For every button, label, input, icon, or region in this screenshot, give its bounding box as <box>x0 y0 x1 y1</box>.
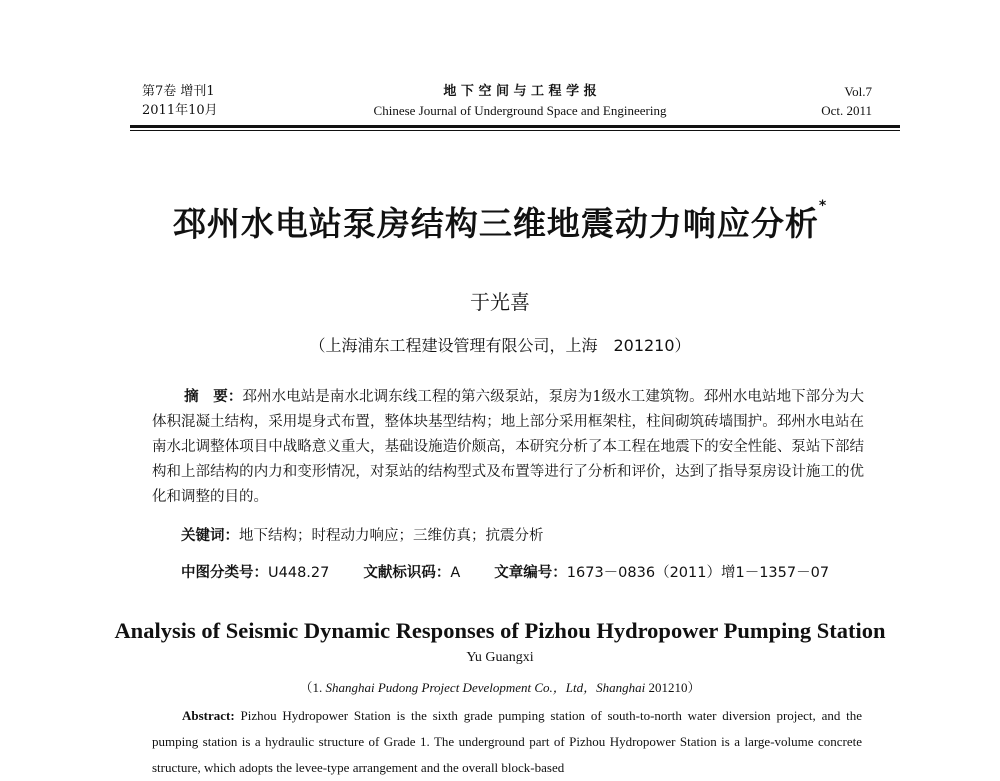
keywords-zh <box>181 524 544 545</box>
journal-name-zh: 地 下 空 间 与 工 程 学 报 <box>443 84 597 99</box>
clc-value: U448.27 <box>268 565 330 581</box>
journal-volume-info <box>142 82 218 120</box>
journal-name <box>300 82 740 120</box>
abstract-en-text: Pizhou Hydropower Station is the sixth grade pumping station of south-to-north water diversion project, and the pumping station is a hydraulic structure of Grade 1. The underground part of Pizhou Hydropower Station is a large-volume concrete structure, which adopts the levee-type arrangement and the overall block-based <box>152 708 863 775</box>
classification-line <box>181 561 829 582</box>
abstract-en <box>152 703 862 781</box>
publication-date-zh: 2011年10月 <box>142 103 218 118</box>
clc-label: 中图分类号： <box>181 565 268 581</box>
publication-date-en: Oct. 2011 <box>821 103 872 118</box>
author-en: Yu Guangxi <box>466 650 534 665</box>
abstract-zh <box>152 385 864 510</box>
paper-title-en: Analysis of Seismic Dynamic Responses of Pizhou Hydropower Pumping Station <box>114 618 886 643</box>
title-footnote-mark: * <box>818 198 828 214</box>
doc-code-label: 文献标识码： <box>363 565 451 581</box>
paper-title-zh <box>0 198 1000 245</box>
article-no-value: 1673－0836（2011）增1－1357－07 <box>566 565 830 581</box>
abstract-zh-label: 摘 要： <box>184 389 243 405</box>
affiliation-en-text: Shanghai Pudong Project Development Co.，Ltd，Shanghai <box>325 680 646 695</box>
volume-issue: 第7卷 增刊1 <box>142 84 215 99</box>
paper-title-zh-text: 邳州水电站泵房结构三维地震动力响应分析 <box>172 204 819 243</box>
doc-code-value: A <box>450 565 461 581</box>
abstract-en-label: Abstract: <box>182 708 235 723</box>
journal-volume-info-en <box>821 82 872 120</box>
affiliation-zh: （上海浦东工程建设管理有限公司，上海 201210） <box>309 336 691 355</box>
affiliation-en-code: 201210） <box>645 680 701 695</box>
article-no-label: 文章编号： <box>494 565 567 581</box>
author-zh: 于光喜 <box>470 290 530 314</box>
affiliation-en-open: （1. <box>299 680 326 695</box>
journal-name-en: Chinese Journal of Underground Space and Engineering <box>373 103 667 118</box>
header-rule-thin <box>130 130 900 131</box>
volume-en: Vol.7 <box>844 84 872 99</box>
abstract-zh-text: 邳州水电站是南水北调东线工程的第六级泵站，泵房为1级水工建筑物。邳州水电站地下部分为大体积混凝土结构，采用堤身式布置，整体块基型结构；地上部分采用框架柱，柱间砌筑砖墙围护。邳州水电站在南水北调整体项目中战略意义重大，基础设施造价颇高，本研究分析了本工程在地震下的安全性能、泵站下部结构和上部结构的内力和变形情况，对泵站的结构型式及布置等进行了分析和评价，达到了指导泵房设计施工的优化和调整的目的。 <box>152 389 864 505</box>
keywords-zh-text: 地下结构；时程动力响应；三维仿真；抗震分析 <box>239 528 544 544</box>
affiliation-en <box>0 677 1000 696</box>
header-rule-thick <box>130 125 900 128</box>
keywords-zh-label: 关键词： <box>181 528 239 544</box>
